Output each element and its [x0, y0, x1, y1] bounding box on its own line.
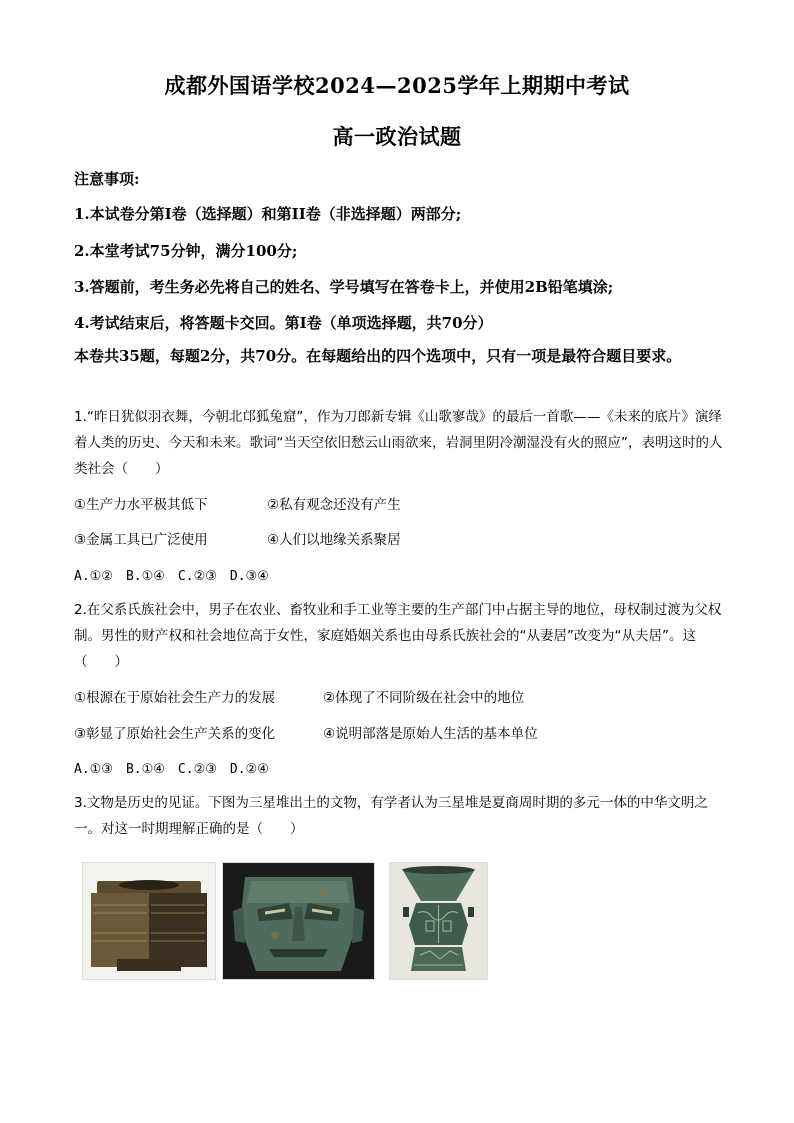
- jade-cong-image: [82, 862, 216, 980]
- question-2-option: ④说明部落是原始人生活的基本单位: [323, 726, 538, 742]
- question-3-stem: 3.文物是历史的见证。下图为三星堆出土的文物，有学者认为三星堆是夏商周时期的多元一体的中华文明之一。对这一时期理解正确的是（ ）: [74, 795, 708, 837]
- question-1-answers: A.①② B.①④ C.②③ D.③④: [74, 569, 269, 584]
- notice-item: 2.本堂考试75分钟，满分100分;: [74, 242, 298, 260]
- notice-item: 1.本试卷分第Ⅰ卷（选择题）和第II卷（非选择题）两部分;: [74, 205, 462, 223]
- notice-item: 4.考试结束后，将答题卡交回。第Ⅰ卷（单项选择题，共70分）: [74, 314, 493, 332]
- question-2-option: ③彰显了原始社会生产关系的变化: [74, 726, 276, 742]
- question-1-option: ①生产力水平极其低下: [74, 497, 208, 513]
- notice-item: 3.答题前，考生务必先将自己的姓名、学号填写在答卷卡上，并使用2B铅笔填涂;: [74, 278, 614, 296]
- section-intro: 本卷共35题，每题2分，共70分。在每题给出的四个选项中，只有一项是最符合题目要求。: [74, 347, 682, 365]
- question-1-option: ②私有观念还没有产生: [267, 497, 401, 513]
- question-2-stem: 2.在父系氏族社会中，男子在农业、畜牧业和手工业等主要的生产部门中占据主导的地位，母权制过渡为父权制。男性的财产权和社会地位高于女性，家庭婚姻关系也由母系氏族社会的“从妻居”改变为“从夫居”。这（ ）: [74, 602, 722, 670]
- question-2-option: ②体现了不同阶级在社会中的地位: [323, 690, 525, 706]
- bronze-zun-image: [389, 862, 488, 980]
- question-1-option: ④人们以地缘关系聚居: [267, 532, 401, 548]
- exam-subtitle: 高一政治试题: [332, 124, 462, 149]
- bronze-mask-image: [222, 862, 375, 980]
- notice-heading: 注意事项:: [74, 170, 140, 188]
- question-2-option: ①根源在于原始社会生产力的发展: [74, 690, 276, 706]
- question-1-stem: 1.“昨日犹似羽衣舞，今朝北邙狐兔窟”，作为刀郎新专辑《山歌寥哉》的最后一首歌——《未来的底片》演绎着人类的历史、今天和未来。歌词“当天空依旧愁云山雨欲来，岩洞里阴冷潮湿没有火的照应”，表明这时的人类社会（ ）: [74, 409, 723, 477]
- question-1-option: ③金属工具已广泛使用: [74, 532, 208, 548]
- exam-title: 成都外国语学校2024—2025学年上期期中考试: [164, 73, 630, 98]
- question-2-answers: A.①③ B.①④ C.②③ D.②④: [74, 762, 269, 777]
